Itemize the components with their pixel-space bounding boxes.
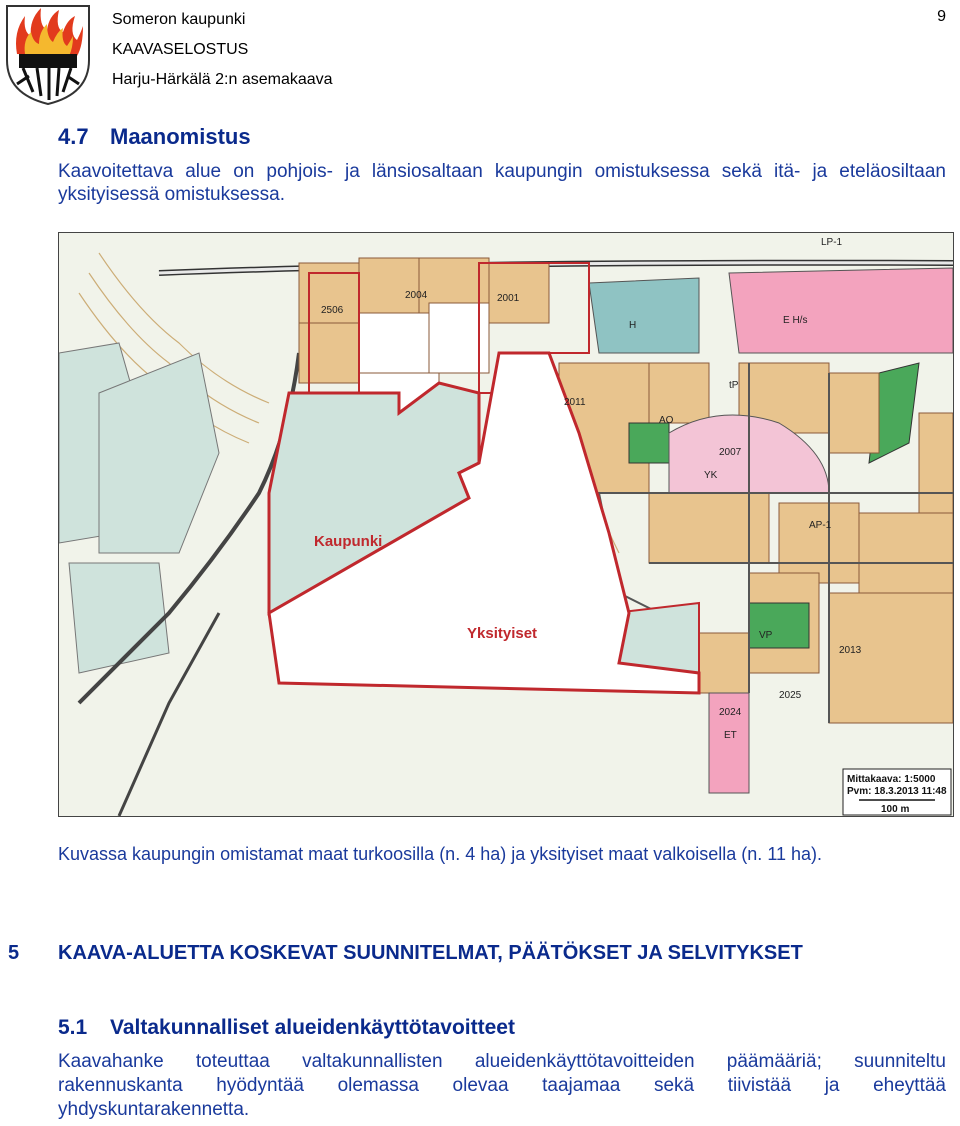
teal-zone-h: [589, 278, 699, 353]
section-5-1-heading: [58, 1016, 515, 1040]
map-scale-box: [843, 769, 951, 815]
header-city: Someron kaupunki: [112, 11, 246, 28]
land-ownership-map: [58, 232, 954, 817]
svg-text:2007: 2007: [719, 447, 742, 458]
svg-text:VP: VP: [759, 630, 773, 641]
paragraph-line: Kaavahanke toteuttaa valtakunnallisten alueidenkäyttötavoitteiden päämääriä; suunniteltu: [58, 1051, 946, 1072]
svg-text:H: H: [629, 320, 637, 331]
section-5-1-paragraph: [58, 1050, 946, 1122]
svg-text:2506: 2506: [321, 305, 344, 316]
section-number: 5: [8, 942, 20, 964]
section-title: Maanomistus: [110, 124, 251, 149]
paragraph-line: yhdyskuntarakennetta.: [58, 1099, 250, 1120]
svg-text:LP-1: LP-1: [821, 237, 843, 248]
map-label-city: Kaupunki: [314, 533, 383, 550]
header-doc-type: KAAVASELOSTUS: [112, 41, 249, 58]
section-title: Valtakunnalliset alueidenkäyttötavoitteet: [110, 1016, 515, 1039]
green-zone-vp-east: [629, 423, 669, 463]
green-zone-vp-south: [749, 603, 809, 648]
svg-text:AO: AO: [659, 415, 674, 426]
header-plan-name: Harju-Härkälä 2:n asemakaava: [112, 71, 333, 88]
map-date-text: Pvm: 18.3.2013 11:48: [847, 786, 947, 797]
section-number: 4.7: [58, 124, 89, 149]
svg-text:AP-1: AP-1: [809, 520, 832, 531]
page-number: 9: [937, 8, 946, 25]
svg-text:2025: 2025: [779, 690, 802, 701]
svg-text:2011: 2011: [564, 397, 586, 408]
paragraph-line: rakennuskanta hyödyntää olemassa olevaa taajamaa sekä tiivistää ja eheyttää: [58, 1075, 946, 1096]
section-4-7-paragraph: Kaavoitettava alue on pohjois- ja länsiosaltaan kaupungin omistuksessa sekä itä- ja eteläosiltaan yksityisessä omistuksessa.: [58, 161, 946, 205]
coat-of-arms-logo: [3, 2, 93, 106]
map-caption: Kuvassa kaupungin omistamat maat turkoosilla (n. 4 ha) ja yksityiset maat valkoisella (n. 11 ha).: [58, 844, 823, 864]
svg-text:2001: 2001: [497, 293, 520, 304]
section-number: 5.1: [58, 1016, 88, 1039]
svg-text:2013: 2013: [839, 645, 862, 656]
svg-text:2004: 2004: [405, 290, 428, 301]
section-title: KAAVA-ALUETTA KOSKEVAT SUUNNITELMAT, PÄÄTÖKSET JA SELVITYKSET: [58, 942, 803, 964]
section-4-7-heading: [58, 124, 251, 150]
svg-text:tP: tP: [729, 380, 739, 391]
map-scalebar-text: 100 m: [881, 804, 910, 815]
svg-text:ET: ET: [724, 730, 737, 741]
map-scale-text: Mittakaava: 1:5000: [847, 774, 936, 785]
map-label-private: Yksityiset: [467, 625, 538, 642]
svg-text:E H/s: E H/s: [783, 315, 808, 326]
section-5-heading: [8, 940, 908, 966]
pink-zone-eh: [729, 268, 953, 353]
svg-text:YK: YK: [704, 470, 718, 481]
svg-text:2024: 2024: [719, 707, 742, 718]
